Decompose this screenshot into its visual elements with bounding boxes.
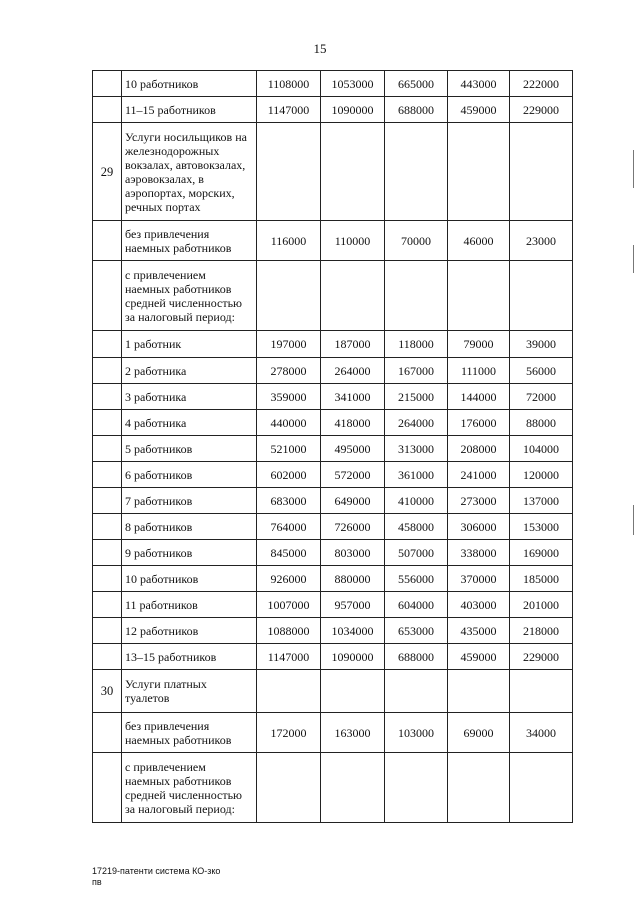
row-number-cell [93, 753, 122, 823]
row-number-cell [93, 384, 122, 410]
value-cell-col-1: 116000 [257, 221, 321, 261]
footer-mark: пв [92, 877, 102, 887]
value-cell-col-3: 410000 [385, 488, 448, 514]
value-cell-col-5: 137000 [510, 488, 573, 514]
value-cell-col-3: 313000 [385, 436, 448, 462]
scan-edge-mark [633, 245, 634, 273]
service-name-cell: с привлечением наемных работников средней численностью за налоговый период: [122, 261, 257, 331]
row-number-cell [93, 261, 122, 331]
service-name-cell: с привлечением наемных работников средней численностью за налоговый период: [122, 753, 257, 823]
value-cell-col-4: 176000 [448, 410, 510, 436]
table-row [93, 592, 573, 618]
value-cell-col-1: 1088000 [257, 618, 321, 644]
table-row [93, 331, 573, 358]
service-name-cell: Услуги носильщиков на железнодорожных вокзалах, автовокзалах, аэровокзалах, в аэропортах, морских, речных портах [122, 123, 257, 221]
value-cell-col-2 [321, 123, 385, 221]
service-name-cell: 7 работников [122, 488, 257, 514]
value-cell-col-1: 197000 [257, 331, 321, 358]
value-cell-col-3: 665000 [385, 71, 448, 97]
value-cell-col-2: 880000 [321, 566, 385, 592]
table-row [93, 358, 573, 384]
value-cell-col-3: 167000 [385, 358, 448, 384]
row-number-cell [93, 713, 122, 753]
value-cell-col-3: 688000 [385, 97, 448, 123]
value-cell-col-5: 72000 [510, 384, 573, 410]
table-row [93, 462, 573, 488]
value-cell-col-5: 185000 [510, 566, 573, 592]
value-cell-col-2: 264000 [321, 358, 385, 384]
value-cell-col-5: 229000 [510, 97, 573, 123]
table-row [93, 540, 573, 566]
scan-edge-mark [633, 150, 634, 188]
value-cell-col-2 [321, 753, 385, 823]
service-name-cell: 11–15 работников [122, 97, 257, 123]
value-cell-col-2: 341000 [321, 384, 385, 410]
value-cell-col-3: 507000 [385, 540, 448, 566]
value-cell-col-1 [257, 753, 321, 823]
value-cell-col-3 [385, 753, 448, 823]
value-cell-col-4: 435000 [448, 618, 510, 644]
value-cell-col-3: 70000 [385, 221, 448, 261]
row-number-cell [93, 221, 122, 261]
table-row [93, 97, 573, 123]
value-cell-col-1: 926000 [257, 566, 321, 592]
value-cell-col-4: 208000 [448, 436, 510, 462]
value-cell-col-4: 273000 [448, 488, 510, 514]
service-name-cell: 10 работников [122, 71, 257, 97]
value-cell-col-5: 120000 [510, 462, 573, 488]
row-number-cell [93, 358, 122, 384]
row-number-cell [93, 488, 122, 514]
value-cell-col-1: 1147000 [257, 97, 321, 123]
row-number-cell [93, 514, 122, 540]
value-cell-col-3: 604000 [385, 592, 448, 618]
value-cell-col-4: 144000 [448, 384, 510, 410]
value-cell-col-4: 459000 [448, 644, 510, 670]
value-cell-col-5: 229000 [510, 644, 573, 670]
row-number-cell [93, 540, 122, 566]
row-number-cell [93, 71, 122, 97]
value-cell-col-2: 187000 [321, 331, 385, 358]
table-row [93, 713, 573, 753]
value-cell-col-1: 683000 [257, 488, 321, 514]
value-cell-col-4 [448, 753, 510, 823]
row-number-cell [93, 618, 122, 644]
value-cell-col-5 [510, 753, 573, 823]
service-name-cell: 5 работников [122, 436, 257, 462]
service-name-cell: Услуги платных туалетов [122, 670, 257, 713]
document-footer [92, 866, 220, 888]
value-cell-col-2: 803000 [321, 540, 385, 566]
value-cell-col-2: 957000 [321, 592, 385, 618]
value-cell-col-1: 1147000 [257, 644, 321, 670]
row-number-cell [93, 331, 122, 358]
value-cell-col-1: 1108000 [257, 71, 321, 97]
table-row [93, 618, 573, 644]
table-row [93, 221, 573, 261]
page-number: 15 [313, 41, 327, 56]
service-name-cell: без привлечения наемных работников [122, 713, 257, 753]
value-cell-col-3: 103000 [385, 713, 448, 753]
value-cell-col-1: 602000 [257, 462, 321, 488]
value-cell-col-2: 1090000 [321, 97, 385, 123]
value-cell-col-1 [257, 123, 321, 221]
value-cell-col-3: 361000 [385, 462, 448, 488]
row-number-cell [93, 436, 122, 462]
value-cell-col-4: 69000 [448, 713, 510, 753]
value-cell-col-5: 104000 [510, 436, 573, 462]
value-cell-col-3: 264000 [385, 410, 448, 436]
value-cell-col-5: 222000 [510, 71, 573, 97]
value-cell-col-5: 218000 [510, 618, 573, 644]
value-cell-col-1: 845000 [257, 540, 321, 566]
value-cell-col-3: 688000 [385, 644, 448, 670]
table-row [93, 566, 573, 592]
service-name-cell: 4 работника [122, 410, 257, 436]
row-number-cell: 30 [93, 670, 122, 713]
table-row [93, 670, 573, 713]
value-cell-col-3 [385, 670, 448, 713]
value-cell-col-4: 46000 [448, 221, 510, 261]
footer-doc-id: 17219-патенти система КО-зко [92, 866, 221, 876]
value-cell-col-5: 201000 [510, 592, 573, 618]
table-row [93, 514, 573, 540]
row-number-cell: 29 [93, 123, 122, 221]
value-cell-col-2: 163000 [321, 713, 385, 753]
value-cell-col-1: 1007000 [257, 592, 321, 618]
value-cell-col-5: 88000 [510, 410, 573, 436]
value-cell-col-4: 370000 [448, 566, 510, 592]
value-cell-col-3: 458000 [385, 514, 448, 540]
value-cell-col-5: 34000 [510, 713, 573, 753]
value-cell-col-4: 79000 [448, 331, 510, 358]
table-body [93, 71, 573, 823]
patent-cost-table [92, 70, 573, 823]
row-number-cell [93, 566, 122, 592]
value-cell-col-1: 440000 [257, 410, 321, 436]
value-cell-col-2 [321, 670, 385, 713]
value-cell-col-3: 653000 [385, 618, 448, 644]
value-cell-col-5 [510, 670, 573, 713]
table-row [93, 436, 573, 462]
value-cell-col-1: 359000 [257, 384, 321, 410]
value-cell-col-4: 111000 [448, 358, 510, 384]
value-cell-col-2: 726000 [321, 514, 385, 540]
value-cell-col-2: 1090000 [321, 644, 385, 670]
value-cell-col-2 [321, 261, 385, 331]
value-cell-col-3 [385, 123, 448, 221]
value-cell-col-1: 521000 [257, 436, 321, 462]
table-row [93, 410, 573, 436]
service-name-cell: 13–15 работников [122, 644, 257, 670]
table-row [93, 71, 573, 97]
value-cell-col-4: 241000 [448, 462, 510, 488]
value-cell-col-4: 338000 [448, 540, 510, 566]
value-cell-col-1: 764000 [257, 514, 321, 540]
value-cell-col-4: 459000 [448, 97, 510, 123]
value-cell-col-5 [510, 261, 573, 331]
table-row [93, 753, 573, 823]
value-cell-col-2: 1053000 [321, 71, 385, 97]
value-cell-col-2: 649000 [321, 488, 385, 514]
service-name-cell: без привлечения наемных работников [122, 221, 257, 261]
value-cell-col-4 [448, 123, 510, 221]
service-name-cell: 9 работников [122, 540, 257, 566]
row-number-cell [93, 592, 122, 618]
value-cell-col-1 [257, 670, 321, 713]
value-cell-col-3: 118000 [385, 331, 448, 358]
value-cell-col-2: 418000 [321, 410, 385, 436]
service-name-cell: 8 работников [122, 514, 257, 540]
value-cell-col-5: 153000 [510, 514, 573, 540]
service-name-cell: 12 работников [122, 618, 257, 644]
table-row [93, 644, 573, 670]
value-cell-col-4: 443000 [448, 71, 510, 97]
value-cell-col-2: 572000 [321, 462, 385, 488]
value-cell-col-3: 215000 [385, 384, 448, 410]
row-number-cell [93, 410, 122, 436]
value-cell-col-3: 556000 [385, 566, 448, 592]
value-cell-col-1 [257, 261, 321, 331]
service-name-cell: 2 работника [122, 358, 257, 384]
table-row [93, 488, 573, 514]
value-cell-col-1: 172000 [257, 713, 321, 753]
value-cell-col-5: 169000 [510, 540, 573, 566]
value-cell-col-5: 56000 [510, 358, 573, 384]
value-cell-col-4 [448, 261, 510, 331]
value-cell-col-4: 403000 [448, 592, 510, 618]
value-cell-col-3 [385, 261, 448, 331]
service-name-cell: 6 работников [122, 462, 257, 488]
table-row [93, 123, 573, 221]
value-cell-col-5: 23000 [510, 221, 573, 261]
service-name-cell: 3 работника [122, 384, 257, 410]
value-cell-col-1: 278000 [257, 358, 321, 384]
value-cell-col-4 [448, 670, 510, 713]
row-number-cell [93, 644, 122, 670]
value-cell-col-2: 1034000 [321, 618, 385, 644]
service-name-cell: 11 работников [122, 592, 257, 618]
value-cell-col-5: 39000 [510, 331, 573, 358]
table-row [93, 384, 573, 410]
value-cell-col-4: 306000 [448, 514, 510, 540]
value-cell-col-2: 495000 [321, 436, 385, 462]
row-number-cell [93, 462, 122, 488]
scan-edge-mark [633, 505, 634, 535]
value-cell-col-5 [510, 123, 573, 221]
row-number-cell [93, 97, 122, 123]
service-name-cell: 10 работников [122, 566, 257, 592]
table-row [93, 261, 573, 331]
service-name-cell: 1 работник [122, 331, 257, 358]
value-cell-col-2: 110000 [321, 221, 385, 261]
